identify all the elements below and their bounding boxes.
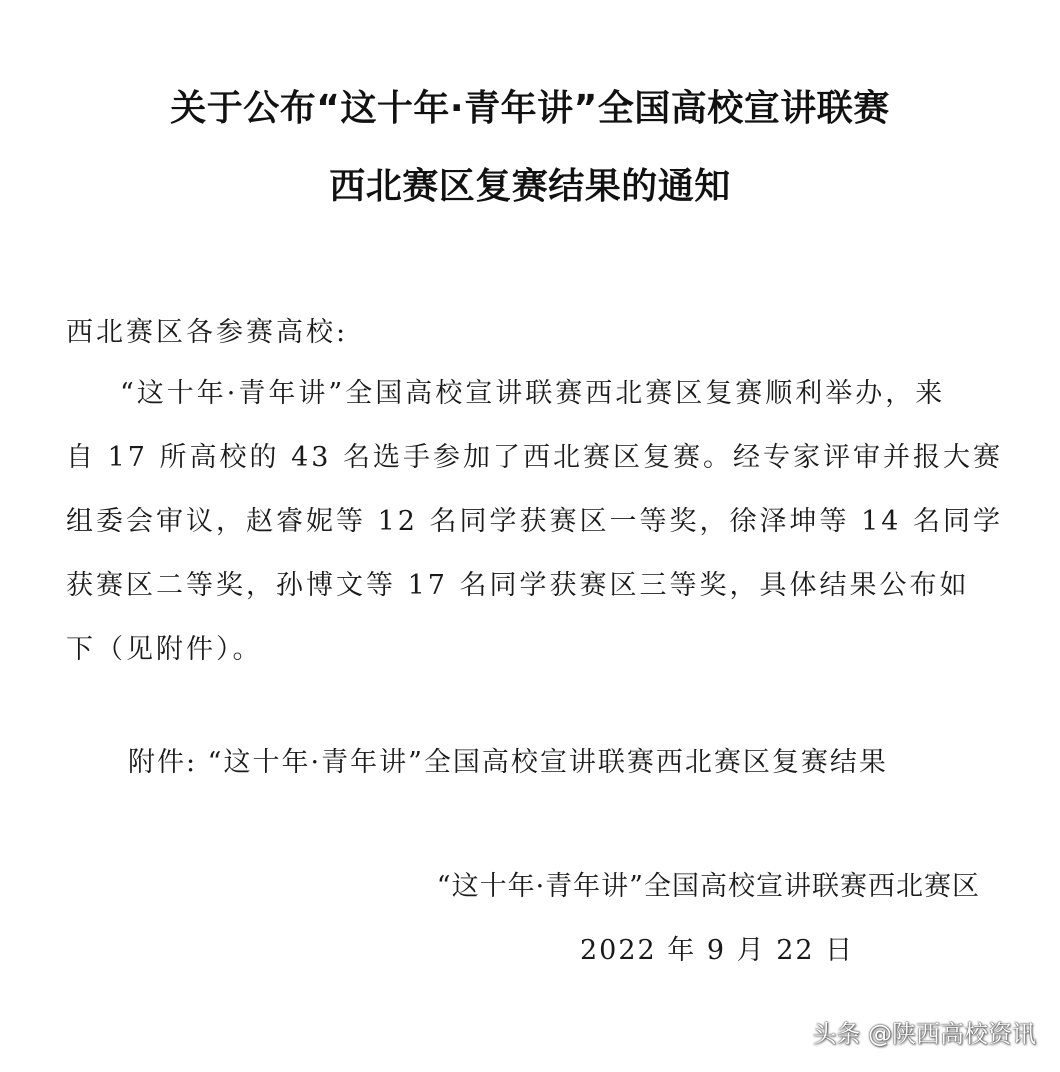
body-line: 组委会审议，赵睿妮等 12 名同学获赛区一等奖，徐泽坤等 14 名同学 (66, 506, 1004, 537)
signature-organization: “这十年·青年讲”全国高校宣讲联赛西北赛区 (436, 871, 980, 902)
body-line: 自 17 所高校的 43 名选手参加了西北赛区复赛。经专家评审并报大赛 (66, 442, 1004, 473)
body-paragraph (66, 362, 1004, 682)
document-title-line-2: 西北赛区复赛结果的通知 (329, 166, 731, 207)
watermark-source: 头条 @陕西高校资讯 (812, 1020, 1036, 1048)
body-line: “这十年·青年讲”全国高校宣讲联赛西北赛区复赛顺利举办，来 (120, 378, 946, 409)
salutation: 西北赛区各参赛高校: (66, 317, 349, 348)
attachment-note: 附件: “这十年·青年讲”全国高校宣讲联赛西北赛区复赛结果 (128, 747, 888, 778)
body-line: 下（见附件）。 (66, 634, 263, 665)
signature-date: 2022 年 9 月 22 日 (580, 935, 855, 966)
document-title-line-1: 关于公布“这十年·青年讲”全国高校宣讲联赛 (170, 88, 890, 129)
body-line: 获赛区二等奖，孙博文等 17 名同学获赛区三等奖，具体结果公布如 (66, 570, 970, 601)
